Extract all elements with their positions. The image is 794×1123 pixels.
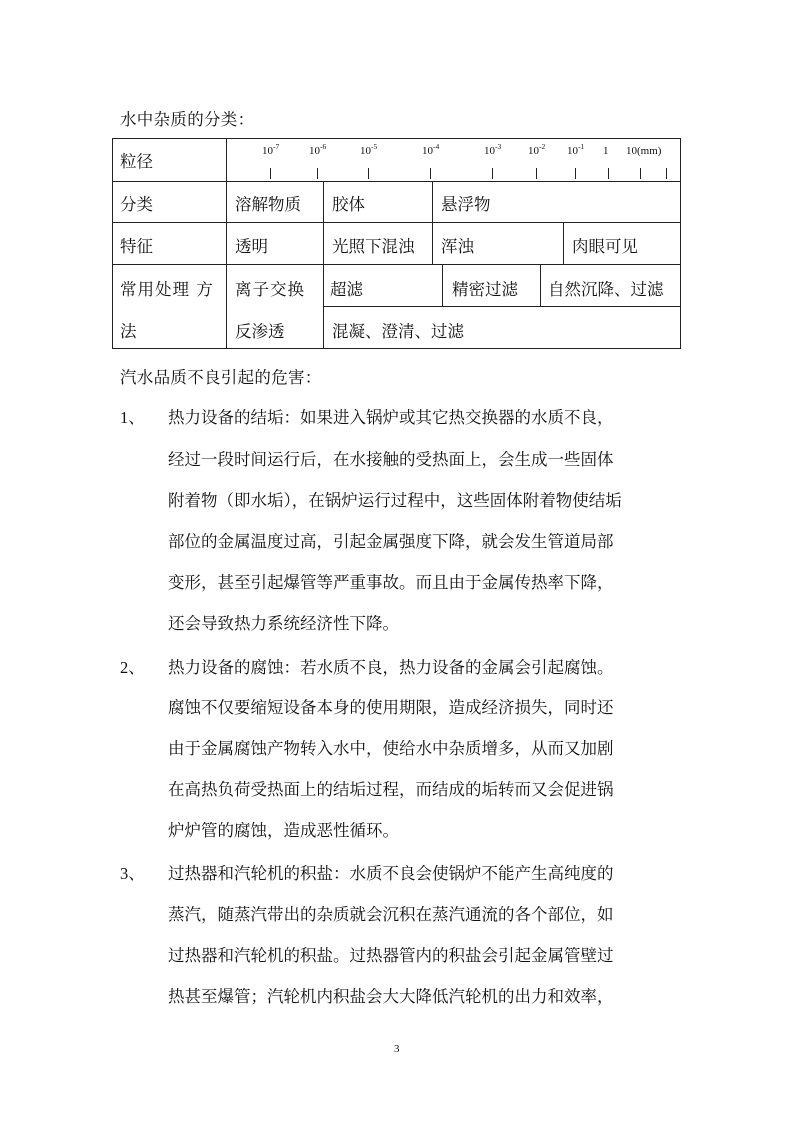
particle-size-scale	[226, 138, 680, 181]
scale-label: $10^{-7}$	[262, 142, 280, 157]
paragraph-line: 部位的金属温度过高，引起金属强度下降，就会发生管道局部	[168, 532, 614, 551]
cell-coagulation: 混凝、澄清、过滤	[332, 322, 464, 341]
paragraph-line: 腐蚀不仅要缩短设备本身的使用期限，造成经济损失，同时还	[168, 698, 614, 717]
cell-precision-filtration: 精密过滤	[452, 280, 518, 299]
item-number: 2、	[120, 658, 145, 677]
paragraph-line: 炉炉管的腐蚀，造成恶性循环。	[168, 821, 399, 840]
section-title-impurities: 水中杂质的分类：	[120, 110, 255, 129]
page-number: 3	[394, 1043, 400, 1055]
paragraph-line: 热甚至爆管；汽轮机内积盐会大大降低汽轮机的出力和效率，	[168, 987, 614, 1006]
scale-label: $10^{-3}$	[484, 142, 502, 157]
cell-visible: 肉眼可见	[572, 237, 638, 256]
item-number: 1、	[120, 408, 145, 427]
cell-dissolved: 溶解物质	[235, 195, 301, 214]
paragraph-line: 热力设备的腐蚀：若水质不良，热力设备的金属会引起腐蚀。	[168, 658, 614, 677]
paragraph-line: 蒸汽，随蒸汽带出的杂质就会沉积在蒸汽通流的各个部位，如	[168, 905, 614, 924]
paragraph-line: 附着物（即水垢），在锅炉运行过程中，这些固体附着物使结垢	[168, 491, 622, 510]
paragraph-line: 过热器和汽轮机的积盐。过热器管内的积盐会引起金属管壁过	[168, 946, 614, 965]
cell-suspended: 悬浮物	[441, 195, 491, 214]
cell-turbid: 浑浊	[441, 237, 474, 256]
paragraph-line: 经过一段时间运行后，在水接触的受热面上，会生成一些固体	[168, 450, 614, 469]
paragraph-line: 变形，甚至引起爆管等严重事故。而且由于金属传热率下降，	[168, 573, 614, 592]
scale-label: $10^{-5}$	[360, 142, 378, 157]
item-number: 3、	[120, 864, 145, 883]
cell-treatment-label-2: 法	[120, 322, 137, 341]
cell-particle-size-label: 粒径	[120, 152, 153, 171]
scale-label: $10^{-1}$	[567, 142, 585, 157]
cell-ultrafiltration: 超滤	[330, 280, 363, 299]
cell-treatment-label: 常用处理 方	[120, 280, 214, 299]
cell-transparent: 透明	[235, 237, 268, 256]
paragraph-line: 在高热负荷受热面上的结垢过程，而结成的垢转而又会促进锅	[168, 780, 614, 799]
cell-ion-exchange: 离子交换	[235, 280, 305, 299]
cell-reverse-osmosis: 反渗透	[235, 322, 285, 341]
cell-colloid: 胶体	[332, 195, 365, 214]
paragraph-line: 还会导致热力系统经济性下降。	[168, 614, 399, 633]
scale-label: $10^{-6}$	[309, 142, 327, 157]
cell-natural-settling: 自然沉降、过滤	[548, 280, 664, 299]
cell-classification-label: 分类	[120, 195, 153, 214]
paragraph-line: 由于金属腐蚀产物转入水中，使给水中杂质增多，从而又加剧	[168, 739, 614, 758]
scale-label: $10^{-4}$	[422, 142, 440, 157]
paragraph-line: 热力设备的结垢：如果进入锅炉或其它热交换器的水质不良，	[168, 408, 614, 427]
scale-label: 10(mm)	[626, 145, 662, 157]
section-title-hazards: 汽水品质不良引起的危害：	[120, 368, 322, 387]
cell-feature-label: 特征	[120, 237, 153, 256]
cell-turbid-in-light: 光照下混浊	[332, 237, 415, 256]
paragraph-line: 过热器和汽轮机的积盐：水质不良会使锅炉不能产生高纯度的	[168, 864, 614, 883]
scale-label: 1	[603, 145, 609, 157]
scale-label: $10^{-2}$	[528, 142, 546, 157]
impurity-classification-table	[112, 138, 681, 349]
